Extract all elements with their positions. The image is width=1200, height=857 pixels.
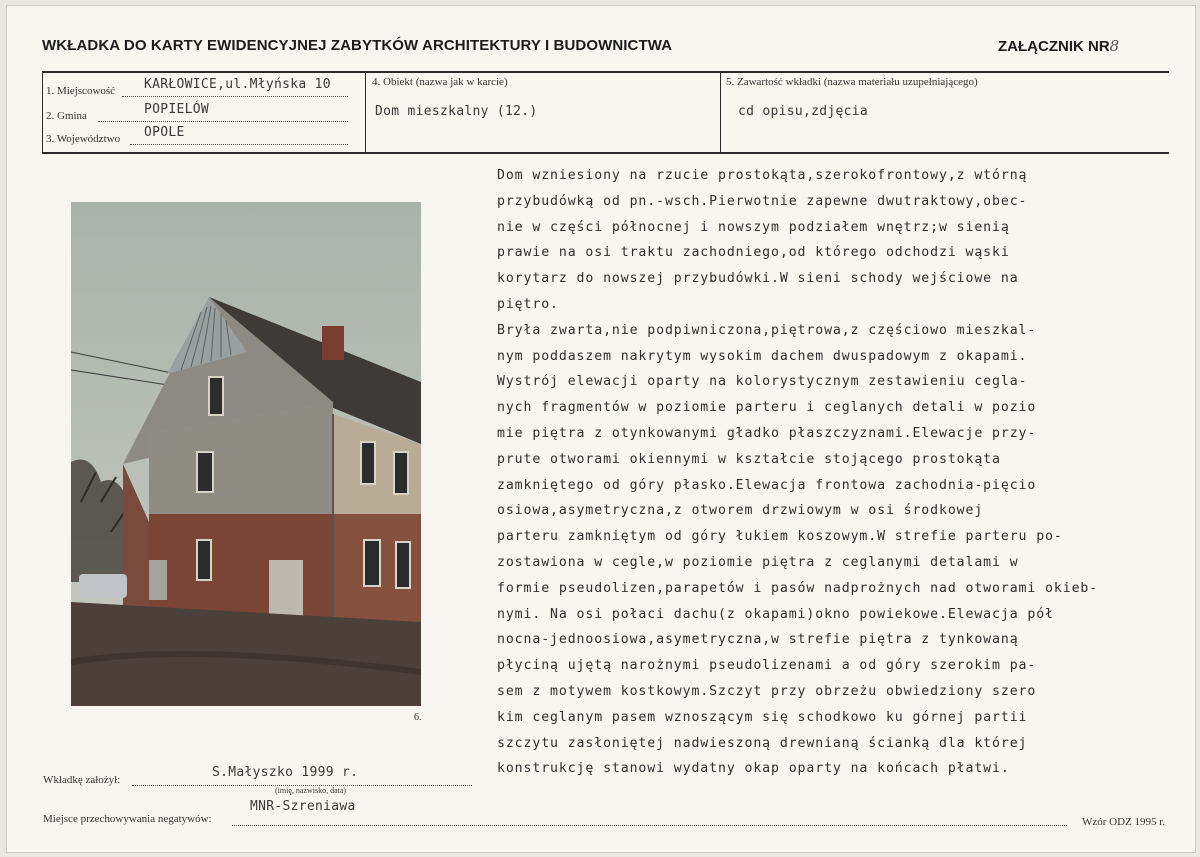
description-line: korytarz do nowszej przybudówki.W sieni schody wejściowe na <box>497 271 1019 287</box>
description-line: płyciną ujętą narożnymi pseudolizenami a od góry szerokim pa- <box>497 658 1037 674</box>
commune-value: POPIELÓW <box>144 102 210 117</box>
commune-dotted-line <box>98 121 348 122</box>
side-door <box>149 560 167 600</box>
description-line: konstrukcję stanowi wydatny okap oparty na końcach płatwi. <box>497 761 1010 777</box>
parked-car <box>79 574 127 598</box>
description-line: nych fragmentów w poziomie parteru i ceglanych detali w pozio <box>497 400 1037 416</box>
storage-value: MNR-Szreniawa <box>250 799 356 814</box>
description-line: nie w części północnej i nowszym podziałem wnętrz;w sienią <box>497 219 1010 235</box>
form-code: Wzór ODZ 1995 r. <box>1082 816 1166 828</box>
voivodeship-dotted-line <box>130 144 348 145</box>
storage-label: Miejsce przechowywania negatywów: <box>43 813 212 825</box>
form-divider-1 <box>365 71 366 153</box>
form-divider-2 <box>720 71 721 153</box>
description-line: Wystrój elewacji oparty na kolorystycznym zestawieniu cegla- <box>497 374 1028 390</box>
description-line: przybudówką od pn.-wsch.Pierwotnie zapewne dwutraktowy,obec- <box>497 193 1028 209</box>
object-value: Dom mieszkalny (12.) <box>375 104 538 119</box>
description-line: piętro. <box>497 297 559 312</box>
voivodeship-value: OPOLE <box>144 125 185 140</box>
annex-number: 8 <box>1109 37 1120 55</box>
locality-label: 1. Miejscowość <box>46 85 116 97</box>
contents-label: 5. Zawartość wkładki (nazwa materiału uzupełniającego) <box>726 76 978 88</box>
description-line: nym poddaszem nakrytym wysokim dachem dwuspadowym z okapami. <box>497 348 1028 364</box>
annex-number-label <box>998 37 1119 55</box>
description-line: sem z motywem kostkowym.Szczyt przy obrzeżu obwiedziony szero <box>497 684 1037 699</box>
house-photograph <box>71 202 421 706</box>
description-line: nocna-jednoosiowa,asymetryczna,w strefie piętra z tynkowaną <box>497 632 1019 648</box>
form-top-rule <box>42 71 1169 73</box>
description-line: Bryła zwarta,nie podpiwniczona,piętrowa,z częściowo mieszkal- <box>497 322 1037 338</box>
object-label: 4. Obiekt (nazwa jak w karcie) <box>372 76 508 88</box>
description-line: parteru zamkniętym od góry łukiem koszowym.W strefie parteru po- <box>497 529 1063 545</box>
form-left-border <box>42 71 43 153</box>
page-title: WKŁADKA DO KARTY EWIDENCYJNEJ ZABYTKÓW ARCHITEKTURY I BUDOWNICTWA <box>42 37 673 54</box>
description-line: zamkniętego od góry płasko.Elewacja frontowa zachodnia-pięcio <box>497 477 1037 493</box>
contents-value: cd opisu,zdjęcia <box>738 104 869 119</box>
author-value: S.Małyszko 1999 r. <box>212 765 359 780</box>
description-line: osiowa,asymetryczna,z otworem drzwiowym w osi środkowej <box>497 503 984 519</box>
annex-label: ZAŁĄCZNIK NR <box>998 38 1110 55</box>
description-line: formie pseudolizen,parapetów i pasów nadprożnych nad otworami okieb- <box>497 580 1099 596</box>
description-line: szczytu zasłoniętej nadwieszoną drewnianą ścianką dla której <box>497 735 1028 751</box>
author-hint: (imię, nazwisko, data) <box>275 786 347 795</box>
house-photo-drawing <box>71 202 421 706</box>
description-line: kim ceglanym pasem wznoszącym się schodkowo ku górnej partii <box>497 709 1028 725</box>
locality-value: KARŁOWICE,ul.Młyńska 10 <box>144 77 331 92</box>
description-line: prute otworami okiennymi w kształcie stojącego prostokąta <box>497 451 1001 467</box>
commune-label: 2. Gmina <box>46 110 87 122</box>
description-line: nymi. Na osi połaci dachu(z okapami)okno powiekowe.Elewacja pół <box>497 606 1054 622</box>
locality-dotted-line <box>122 96 348 97</box>
author-label: Wkładkę założył: <box>43 774 121 786</box>
form-bottom-rule <box>42 152 1169 154</box>
voivodeship-label: 3. Województwo <box>46 133 121 145</box>
description-line: mie piętra z otynkowanymi gładko płaszczyznami.Elewacje przy- <box>497 426 1037 441</box>
photo-number: 6. <box>414 712 422 723</box>
chimney <box>322 326 344 360</box>
description-line: prawie na osi traktu zachodniego,od którego odchodzi wąski <box>497 245 1010 261</box>
storage-dotted-line <box>232 825 1067 826</box>
description-line: Dom wzniesiony na rzucie prostokąta,szerokofrontowy,z wtórną <box>497 168 1028 183</box>
description-line: zostawiona w cegle,w poziomie piętra z ceglanymi detalami w <box>497 555 1019 570</box>
